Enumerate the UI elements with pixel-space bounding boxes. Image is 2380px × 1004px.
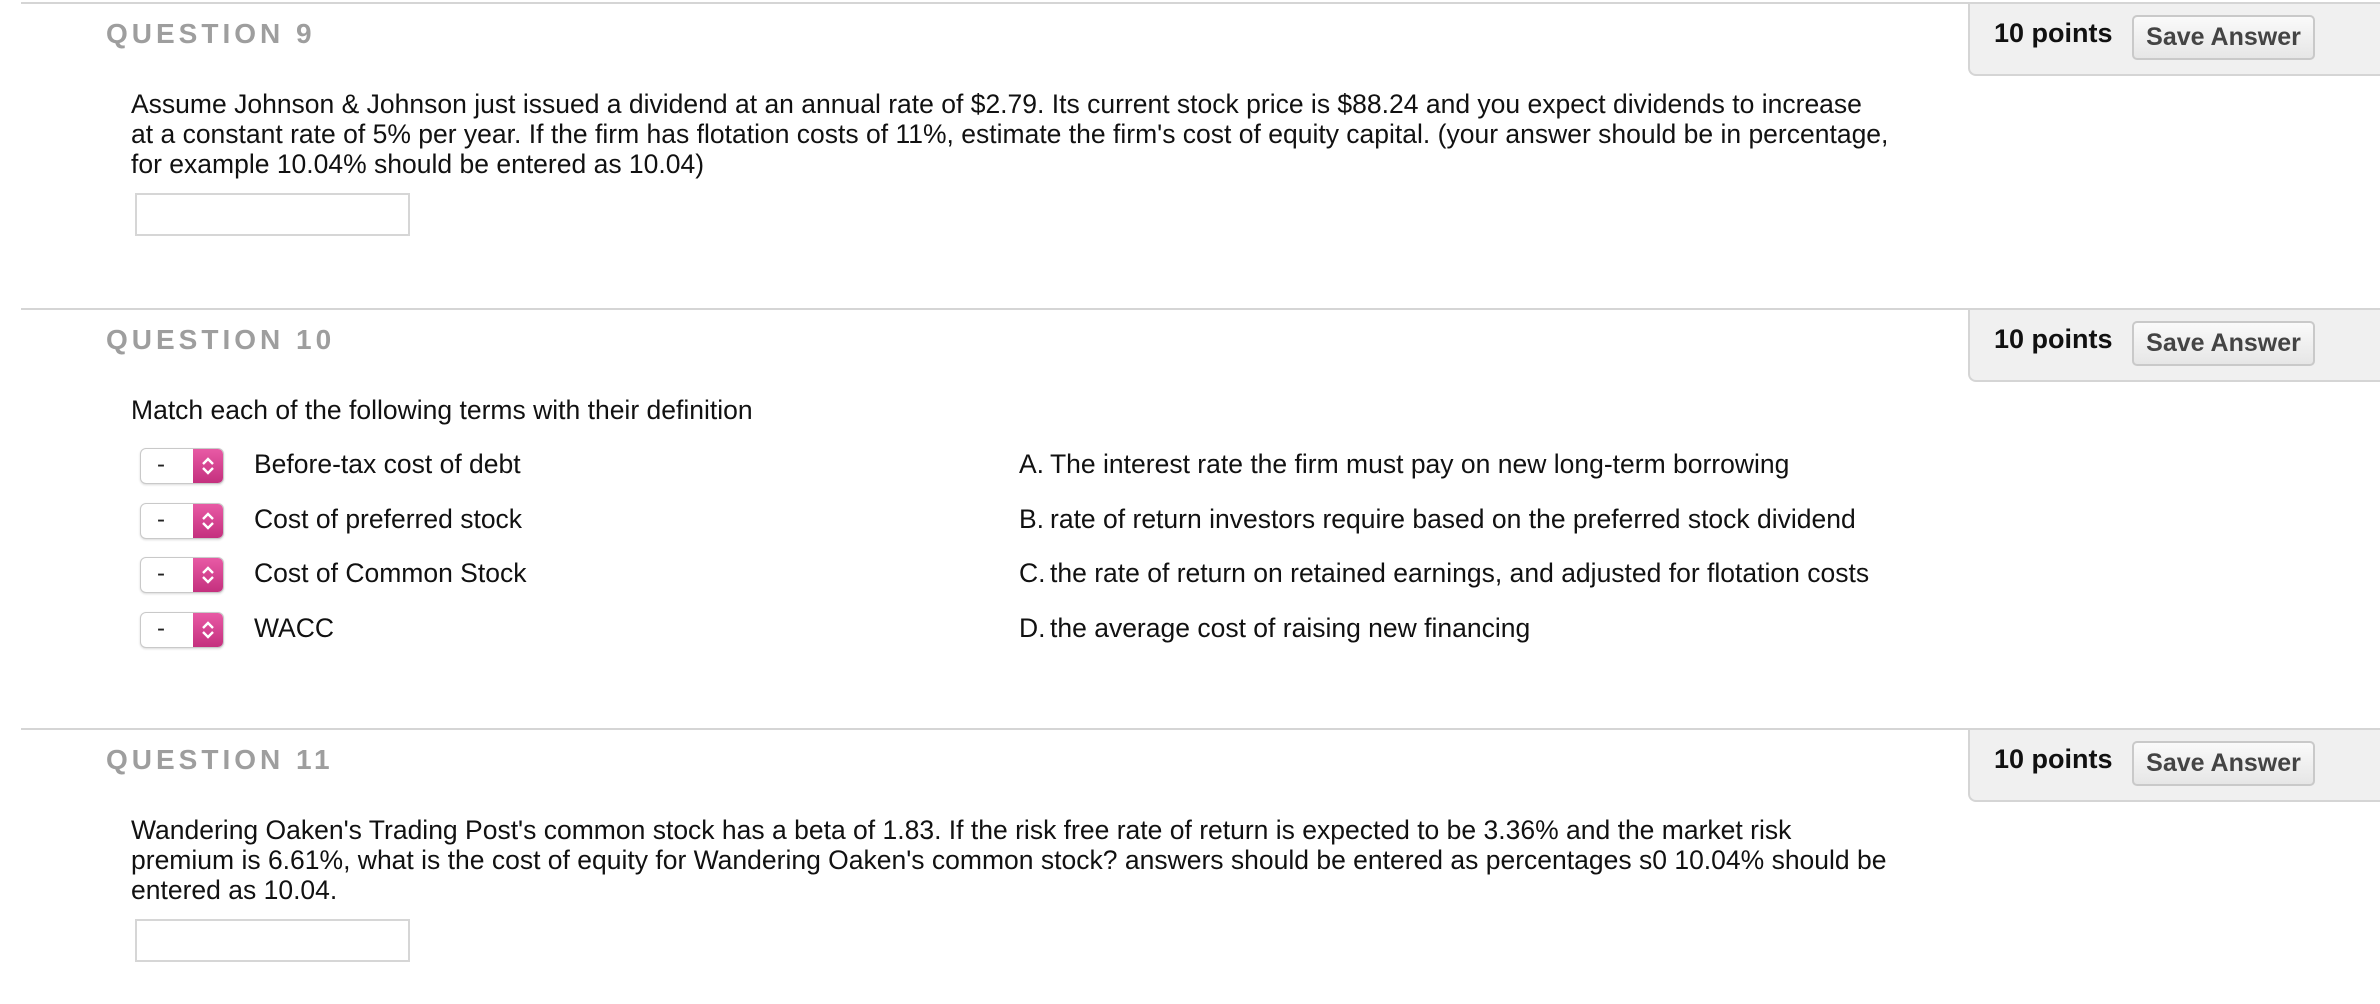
points-panel [1968, 4, 2380, 76]
question-10 [21, 308, 2380, 728]
select-value: - [157, 506, 165, 533]
select-box[interactable] [140, 557, 224, 593]
definition-item [1019, 449, 1789, 480]
term-label: Cost of preferred stock [254, 504, 523, 534]
save-answer-button[interactable]: Save Answer [2132, 15, 2315, 60]
definition-text: the average cost of raising new financing [1050, 613, 1531, 643]
question-text: Assume Johnson & Johnson just issued a dividend at an annual rate of $2.79. Its current stock price is $88.24 and you expect dividends to increase at a constant rate of 5% per year. If the firm has flotation costs of 11%, estimate the firm's cost of equity capital. (your answer should be in percentage, for example 10.04% should be entered as 10.04) [131, 89, 1889, 179]
select-value: - [157, 560, 165, 587]
select-box[interactable] [140, 612, 224, 648]
points-panel [1968, 310, 2380, 382]
definition-item [1019, 558, 1869, 589]
question-text: Wandering Oaken's Trading Post's common stock has a beta of 1.83. If the risk free rate of return is expected to be 3.36% and the market risk premium is 6.61%, what is the cost of equity for Wandering Oaken's common stock? answers should be entered as percentages s0 10.04% should be entered as 10.04. [131, 815, 1887, 905]
term-select[interactable] [140, 448, 224, 484]
chevron-updown-icon [193, 558, 223, 592]
term-label: Cost of Common Stock [254, 558, 527, 588]
answer-input[interactable] [135, 919, 410, 962]
question-text: Match each of the following terms with their definition [131, 395, 753, 425]
term-select[interactable] [140, 557, 224, 593]
save-answer-button[interactable]: Save Answer [2132, 321, 2315, 366]
term-select[interactable] [140, 503, 224, 539]
question-9 [21, 2, 2380, 304]
select-value: - [157, 615, 165, 642]
definition-item [1019, 613, 1530, 644]
definition-letter: B. [1019, 504, 1045, 534]
definition-text: the rate of return on retained earnings, and adjusted for flotation costs [1050, 558, 1870, 588]
chevron-updown-icon [193, 613, 223, 647]
term-label: WACC [254, 613, 334, 643]
save-answer-button[interactable]: Save Answer [2132, 741, 2315, 786]
definition-letter: A. [1019, 449, 1045, 479]
question-11 [21, 728, 2380, 1004]
definition-item [1019, 504, 1856, 535]
select-value: - [157, 451, 165, 478]
definition-text: rate of return investors require based on the preferred stock dividend [1050, 504, 1856, 534]
points-label: 10 points [1994, 18, 2113, 48]
term-select[interactable] [140, 612, 224, 648]
term-label: Before-tax cost of debt [254, 449, 521, 479]
question-title: QUESTION 9 [106, 18, 316, 49]
answer-input[interactable] [135, 193, 410, 236]
select-box[interactable] [140, 503, 224, 539]
definition-text: The interest rate the firm must pay on new long-term borrowing [1050, 449, 1790, 479]
chevron-updown-icon [193, 504, 223, 538]
points-label: 10 points [1994, 744, 2113, 774]
definition-letter: D. [1019, 613, 1046, 643]
points-label: 10 points [1994, 324, 2113, 354]
points-panel [1968, 730, 2380, 802]
definition-letter: C. [1019, 558, 1046, 588]
select-box[interactable] [140, 448, 224, 484]
question-title: QUESTION 10 [106, 324, 336, 355]
chevron-updown-icon [193, 449, 223, 483]
question-title: QUESTION 11 [106, 744, 334, 775]
